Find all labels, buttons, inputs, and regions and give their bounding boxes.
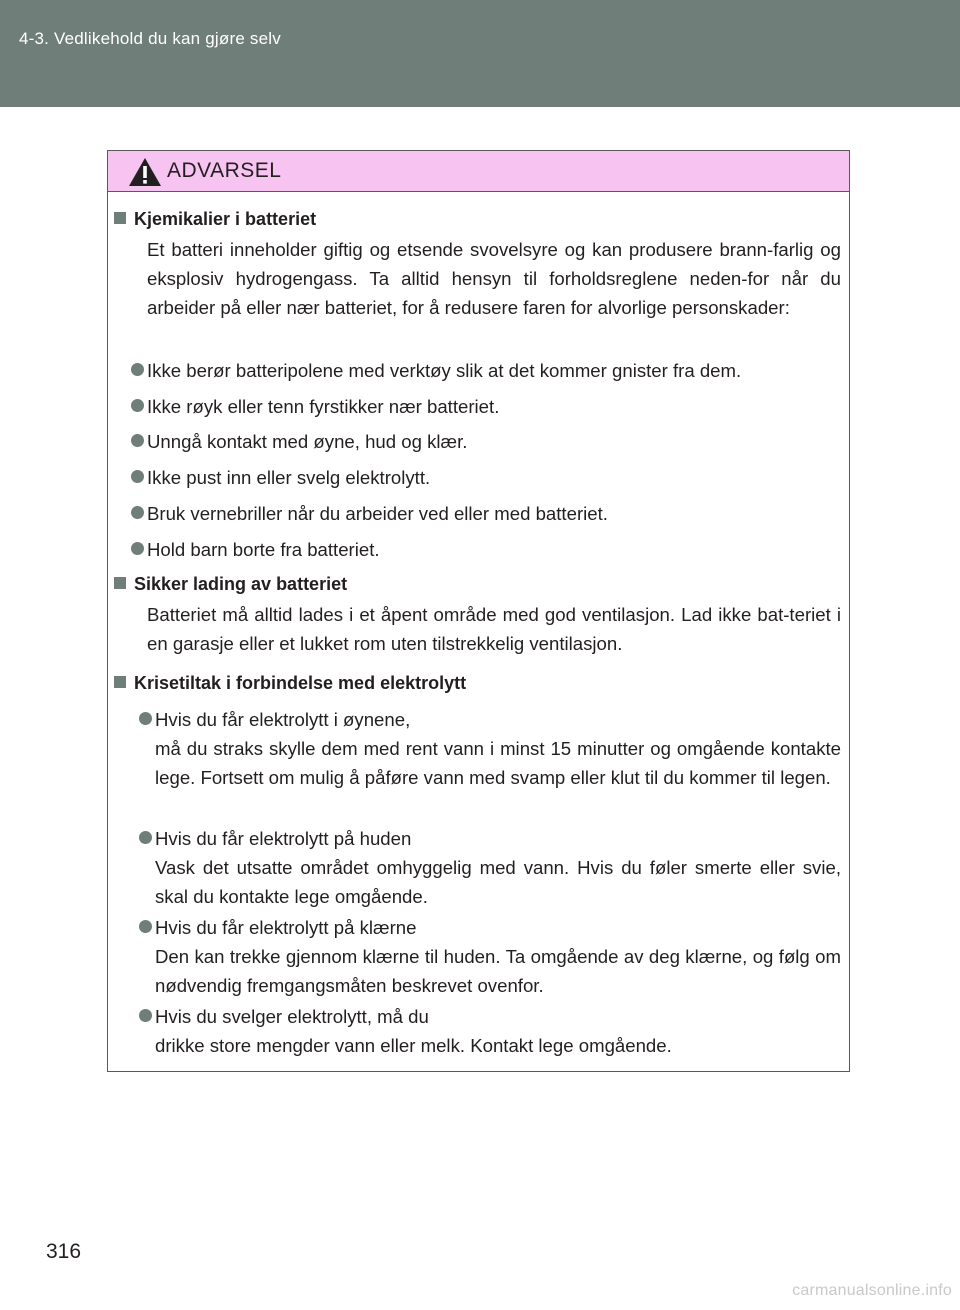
circle-bullet-icon bbox=[139, 831, 152, 844]
circle-bullet-icon bbox=[131, 363, 144, 376]
charging-paragraph: Batteriet må alltid lades i et åpent område med god ventilasjon. Lad ikke bat-teriet i en garasje eller et lukket rom uten tilstrekkelig ventilasjon. bbox=[147, 604, 841, 654]
square-bullet-icon bbox=[114, 577, 126, 589]
circle-bullet-icon bbox=[131, 542, 144, 555]
emergency-item-eyes bbox=[139, 705, 841, 821]
list-item-text: Unngå kontakt med øyne, hud og klær. bbox=[147, 431, 468, 452]
emergency-item-title: Hvis du får elektrolytt i øynene, bbox=[155, 709, 411, 730]
emergency-item-skin bbox=[139, 824, 841, 912]
heading-safe-charging bbox=[114, 573, 347, 595]
emergency-item-body: må du straks skylle dem med rent vann i minst 15 minutter og omgående kontakte lege. Fortsett om mulig å påføre vann med svamp eller klut til du kommer til legen. bbox=[155, 738, 841, 788]
circle-bullet-icon bbox=[131, 434, 144, 447]
square-bullet-icon bbox=[114, 212, 126, 224]
circle-bullet-icon bbox=[139, 712, 152, 725]
list-item-text: Hold barn borte fra batteriet. bbox=[147, 539, 380, 560]
list-item-text: Bruk vernebriller når du arbeider ved eller med batteriet. bbox=[147, 503, 608, 524]
emergency-item-text bbox=[155, 1002, 841, 1060]
emergency-item-clothes bbox=[139, 913, 841, 1001]
list-item-text: Ikke pust inn eller svelg elektrolytt. bbox=[147, 467, 431, 488]
warning-triangle-icon bbox=[128, 157, 162, 187]
emergency-item-body: drikke store mengder vann eller melk. Kontakt lege omgående. bbox=[155, 1035, 672, 1056]
watermark: carmanualsonline.info bbox=[792, 1282, 952, 1299]
heading-text: Kjemikalier i batteriet bbox=[134, 209, 317, 229]
list-item-text: Ikke røyk eller tenn fyrstikker nær batteriet. bbox=[147, 396, 500, 417]
warning-header bbox=[108, 151, 849, 192]
page-number: 316 bbox=[46, 1240, 82, 1263]
emergency-item-title: Hvis du får elektrolytt på huden bbox=[155, 828, 412, 849]
header-bar bbox=[0, 0, 960, 107]
emergency-item-text bbox=[155, 705, 841, 792]
warning-box bbox=[107, 150, 850, 1072]
heading-emergency bbox=[114, 672, 466, 694]
intro-paragraph: Et batteri inneholder giftig og etsende svovelsyre og kan produsere brann-farlig og eksplosiv hydrogengass. Ta alltid hensyn til forholdsreglene neden-for når du arbeider på eller nær batteriet, for å redusere faren for alvorlige personskader: bbox=[147, 239, 841, 318]
heading-chemicals bbox=[114, 208, 316, 230]
square-bullet-icon bbox=[114, 676, 126, 688]
heading-text: Krisetiltak i forbindelse med elektrolytt bbox=[134, 673, 467, 693]
emergency-item-body: Vask det utsatte området omhyggelig med vann. Hvis du føler smerte eller svie, skal du kontakte lege omgående. bbox=[155, 857, 841, 907]
circle-bullet-icon bbox=[139, 920, 152, 933]
list-item-text: Ikke berør batteripolene med verktøy slik at det kommer gnister fra dem. bbox=[147, 360, 742, 381]
circle-bullet-icon bbox=[131, 399, 144, 412]
emergency-item-title: Hvis du svelger elektrolytt, må du bbox=[155, 1006, 429, 1027]
circle-bullet-icon bbox=[139, 1009, 152, 1022]
circle-bullet-icon bbox=[131, 470, 144, 483]
emergency-item-text bbox=[155, 913, 841, 1000]
emergency-item-swallow bbox=[139, 1002, 841, 1062]
warning-title: ADVARSEL bbox=[167, 159, 282, 182]
circle-bullet-icon bbox=[131, 506, 144, 519]
emergency-item-body: Den kan trekke gjennom klærne til huden. Ta omgående av deg klærne, og følg om nødvendig fremgangsmåten beskrevet ovenfor. bbox=[155, 946, 841, 996]
emergency-item-text bbox=[155, 824, 841, 911]
section-title: 4-3. Vedlikehold du kan gjøre selv bbox=[19, 29, 281, 48]
emergency-item-title: Hvis du får elektrolytt på klærne bbox=[155, 917, 417, 938]
heading-text: Sikker lading av batteriet bbox=[134, 574, 348, 594]
